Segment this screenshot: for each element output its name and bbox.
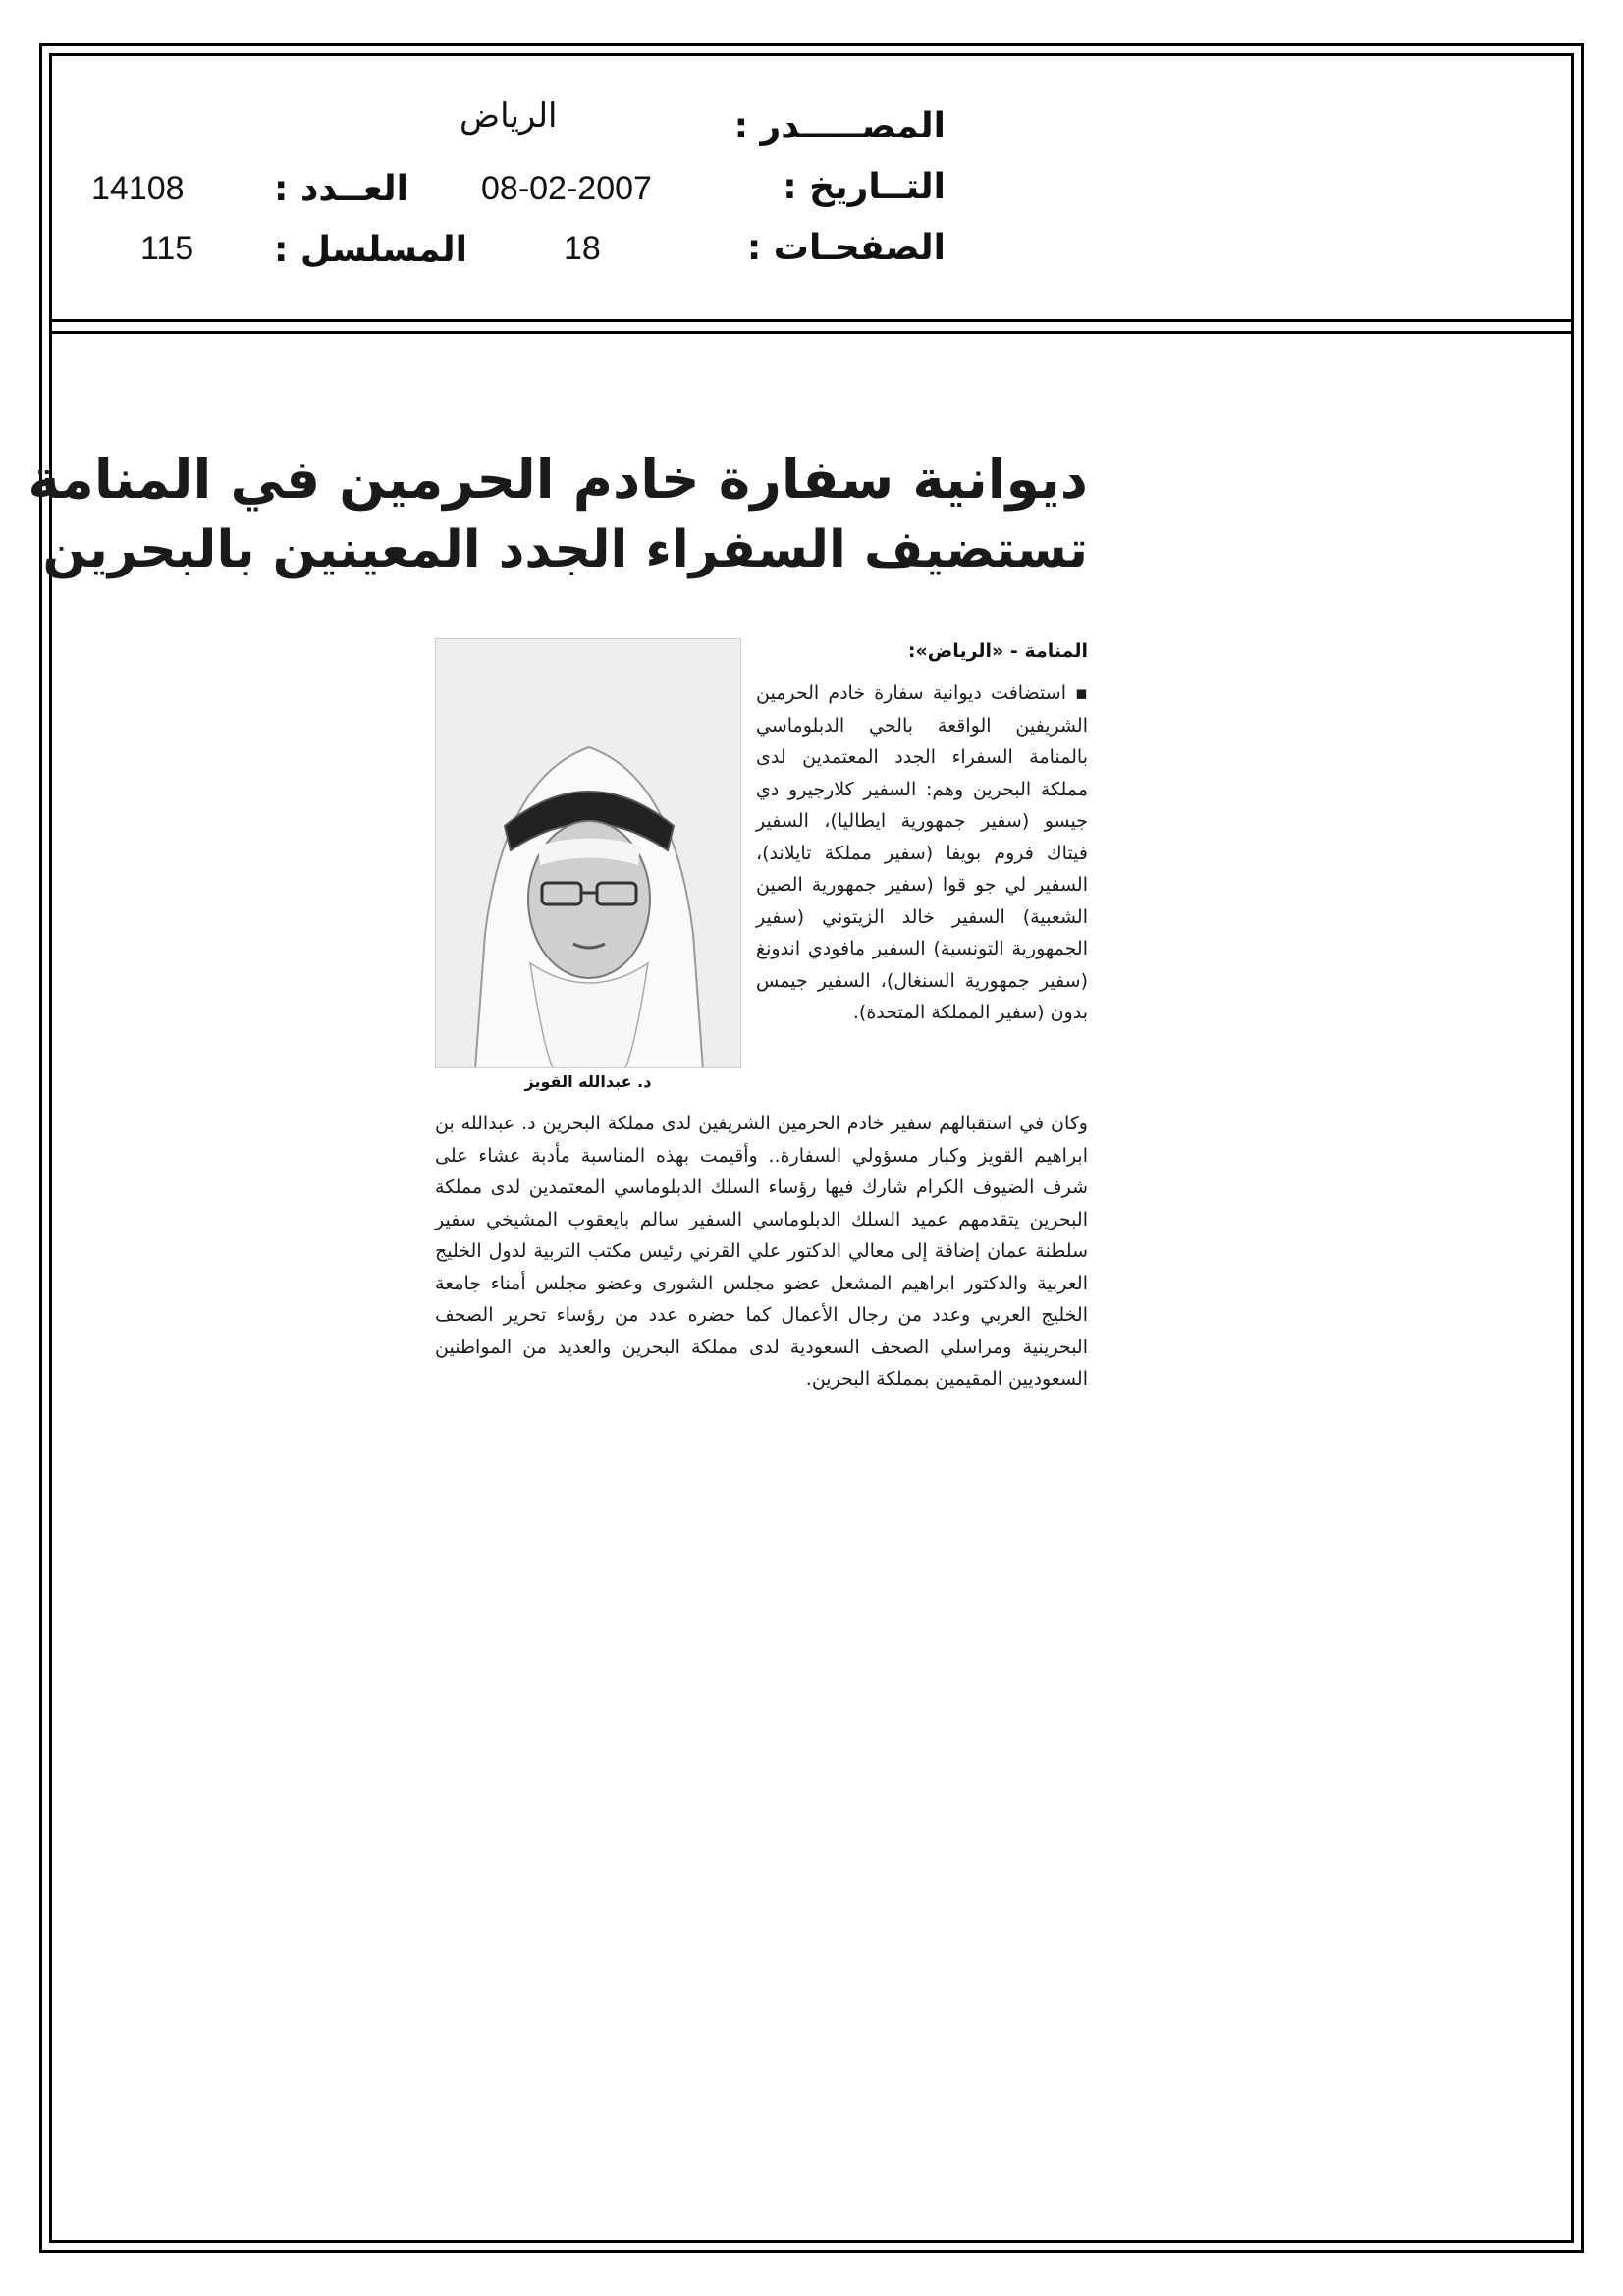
photo-caption: د. عبدالله القويز — [524, 1072, 652, 1091]
serial-label: المسلسل : — [274, 230, 468, 270]
header-divider — [49, 319, 1574, 322]
pages-value: 18 — [564, 230, 601, 267]
article-column-text: ▪ استضافت ديوانية سفارة خادم الحرمين الشريفين الواقعة بالحي الدبلوماسي بالمنامة السفراء الجدد المعتمدين لدى مملكة البحرين وهم: السفير كلارجيرو دي جيسو (سفير جمهورية ايطاليا)، السفير فيتاك فروم بويفا (سفير مملكة تايلاند)، السفير لي جو قوا (سفير جمهورية الصين الشعبية) السفير خالد الزيتوني (سفير الجمهورية التونسية) السفير مافودي اندونغ (سفير جمهورية السنغال)، السفير جيمس بدون (سفير المملكة المتحدة). — [756, 683, 1088, 1023]
serial-value: 115 — [140, 230, 194, 267]
portrait-photo — [435, 638, 741, 1068]
pages-label: الصفحـات : — [746, 228, 946, 268]
portrait-illustration — [436, 639, 741, 1068]
article-dateline: المنامة - «الرياض»: — [907, 640, 1088, 662]
issue-label: العــدد : — [274, 169, 408, 209]
date-label: التــاريخ : — [783, 167, 946, 207]
source-value: الرياض — [460, 97, 558, 135]
source-label: المصـــــدر : — [733, 106, 946, 146]
headline-line-2: تستضيف السفراء الجدد المعينين بالبحرين — [42, 520, 1088, 579]
article-body-text: وكان في استقبالهم سفير خادم الحرمين الشريفين لدى مملكة البحرين د. عبدالله بن ابراهيم القويز وكبار مسؤولي السفارة.. وأقيمت بهذه المناسبة مأدبة عشاء على شرف الضيوف الكرام شارك فيها رؤساء السلك الدبلوماسي المعتمدين لدى مملكة البحرين يتقدمهم عميد السلك الدبلوماسي السفير سالم بايعقوب المشيخي سفير سلطنة عمان إضافة إلى معالي الدكتور علي القرني رئيس مكتب التربية لدول الخليج العربية والدكتور ابراهيم المشعل عضو مجلس الشورى وعضو مجلس أمناء جامعة الخليج العربي وعدد من رجال الأعمال كما حضره عدد من رؤساء تحرير الصحف البحرينية ومراسلي الصحف السعودية لدى مملكة البحرين والعديد من المواطنين السعوديين المقيمين بمملكة البحرين. — [435, 1113, 1088, 1390]
article-headline — [27, 444, 1088, 585]
issue-value: 14108 — [91, 170, 185, 207]
headline-line-1: ديوانية سفارة خادم الحرمين في المنامة — [27, 448, 1088, 511]
header-divider-double — [49, 331, 1574, 334]
date-value: 08-02-2007 — [481, 170, 652, 207]
